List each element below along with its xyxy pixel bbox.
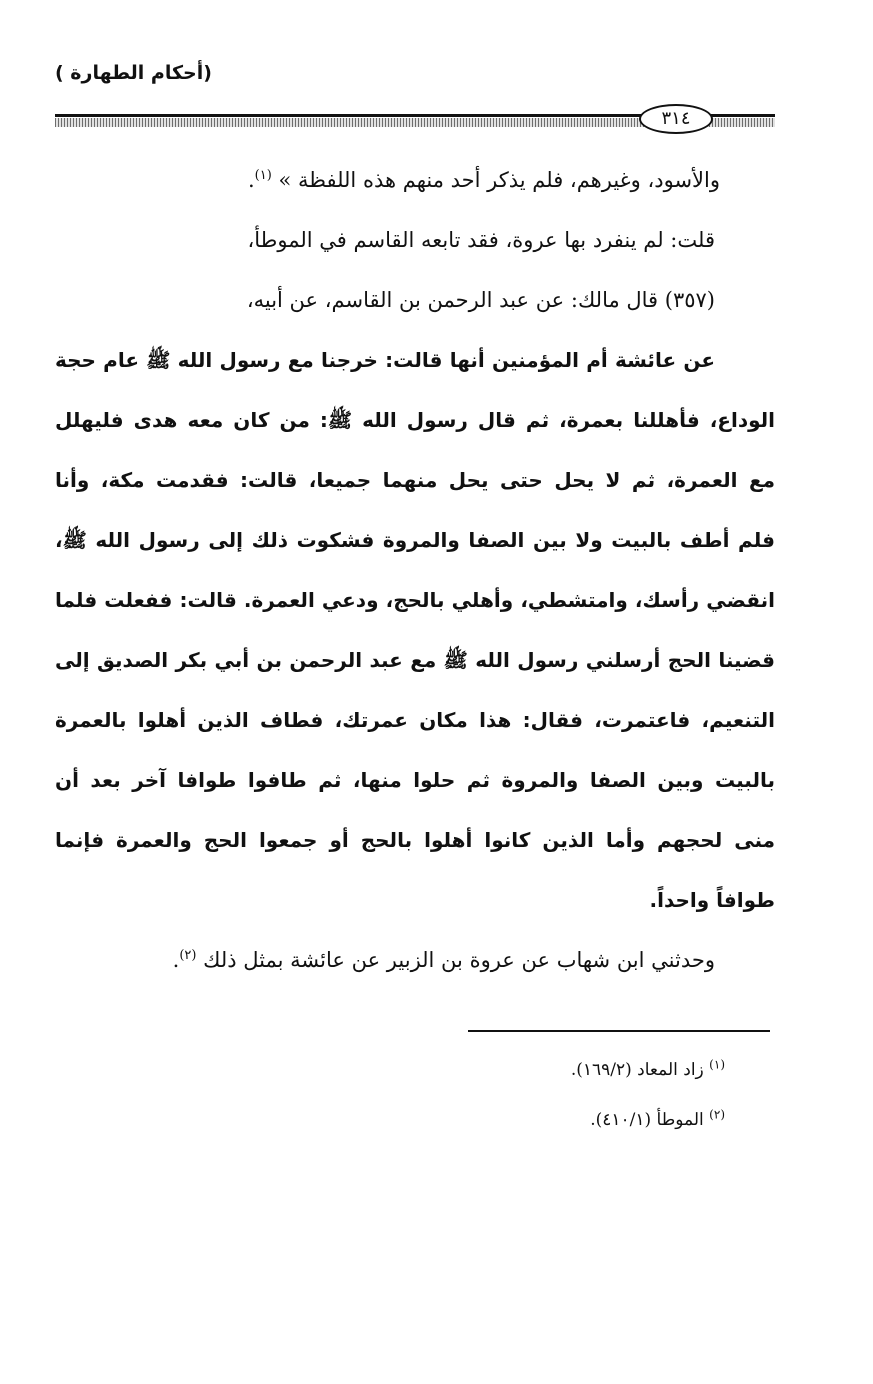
footnote-separator [468, 1030, 770, 1032]
footnotes [400, 1045, 725, 1145]
hadith-line: فلم أطف بالبيت ولا بين الصفا والمروة فشكوت ذلك إلى رسول الله ﷺ، [55, 528, 775, 552]
body-line-final [55, 930, 775, 990]
hadith-line: التنعيم، فاعتمرت، فقال: هذا مكان عمرتك، فطاف الذين أهلوا بالعمرة [55, 708, 775, 732]
body-text [55, 150, 775, 990]
header-rule [55, 104, 775, 134]
page-number: ٣١٤ [639, 104, 713, 134]
hadith-line: مع العمرة، ثم لا يحل حتى يحل منهما جميعا، قالت: فقدمت مكة، وأنا [55, 468, 775, 492]
hadith-line: الوداع، فأهللنا بعمرة، ثم قال رسول الله ﷺ: من كان معه هدى فليهلل [55, 408, 775, 432]
body-line-1 [55, 150, 775, 210]
body-line-1-end: . [247, 168, 255, 192]
body-line-3: (٣٥٧) قال مالك: عن عبد الرحمن بن القاسم، عن أبيه، [246, 288, 715, 312]
footnote-1 [400, 1045, 725, 1095]
hadith-line: انقضي رأسك، وامتشطي، وأهلي بالحج، ودعي العمرة. قالت: ففعلت فلما [55, 588, 775, 612]
footnote-2-text: الموطأ (٤١٠/١). [590, 1110, 704, 1130]
body-line-final-end: . [172, 948, 180, 972]
hadith-line: عن عائشة أم المؤمنين أنها قالت: خرجنا مع رسول الله ﷺ عام حجة [55, 348, 715, 372]
hadith-line: بالبيت وبين الصفا والمروة ثم حلوا منها، ثم طافوا طوافا آخر بعد أن [55, 768, 775, 792]
footnote-ref-2[interactable]: (٢) [179, 948, 197, 963]
footnote-ref-1[interactable]: (١) [254, 168, 272, 183]
running-title: (أحكام الطهارة ) [55, 62, 212, 84]
body-line-final-text: وحدثني ابن شهاب عن عروة بن الزبير عن عائشة بمثل ذلك [203, 948, 715, 972]
hadith-line: منى لحجهم وأما الذين كانوا أهلوا بالحج أو جمعوا الحج والعمرة فإنما [55, 828, 775, 852]
footnote-2 [400, 1095, 725, 1145]
body-line-2: قلت: لم ينفرد بها عروة، فقد تابعه القاسم في الموطأ، [247, 228, 715, 252]
hadith-last-line: طوافاً واحداً. [649, 888, 775, 912]
footnote-1-number: (١) [709, 1057, 725, 1072]
footnote-2-number: (٢) [709, 1107, 725, 1122]
body-line-1-text: والأسود، وغيرهم، فلم يذكر أحد منهم هذه اللفظة » [278, 168, 720, 192]
hadith-line: قضينا الحج أرسلني رسول الله ﷺ مع عبد الرحمن بن أبي بكر الصديق إلى [55, 648, 775, 672]
footnote-1-text: زاد المعاد (١٦٩/٢). [570, 1060, 704, 1080]
